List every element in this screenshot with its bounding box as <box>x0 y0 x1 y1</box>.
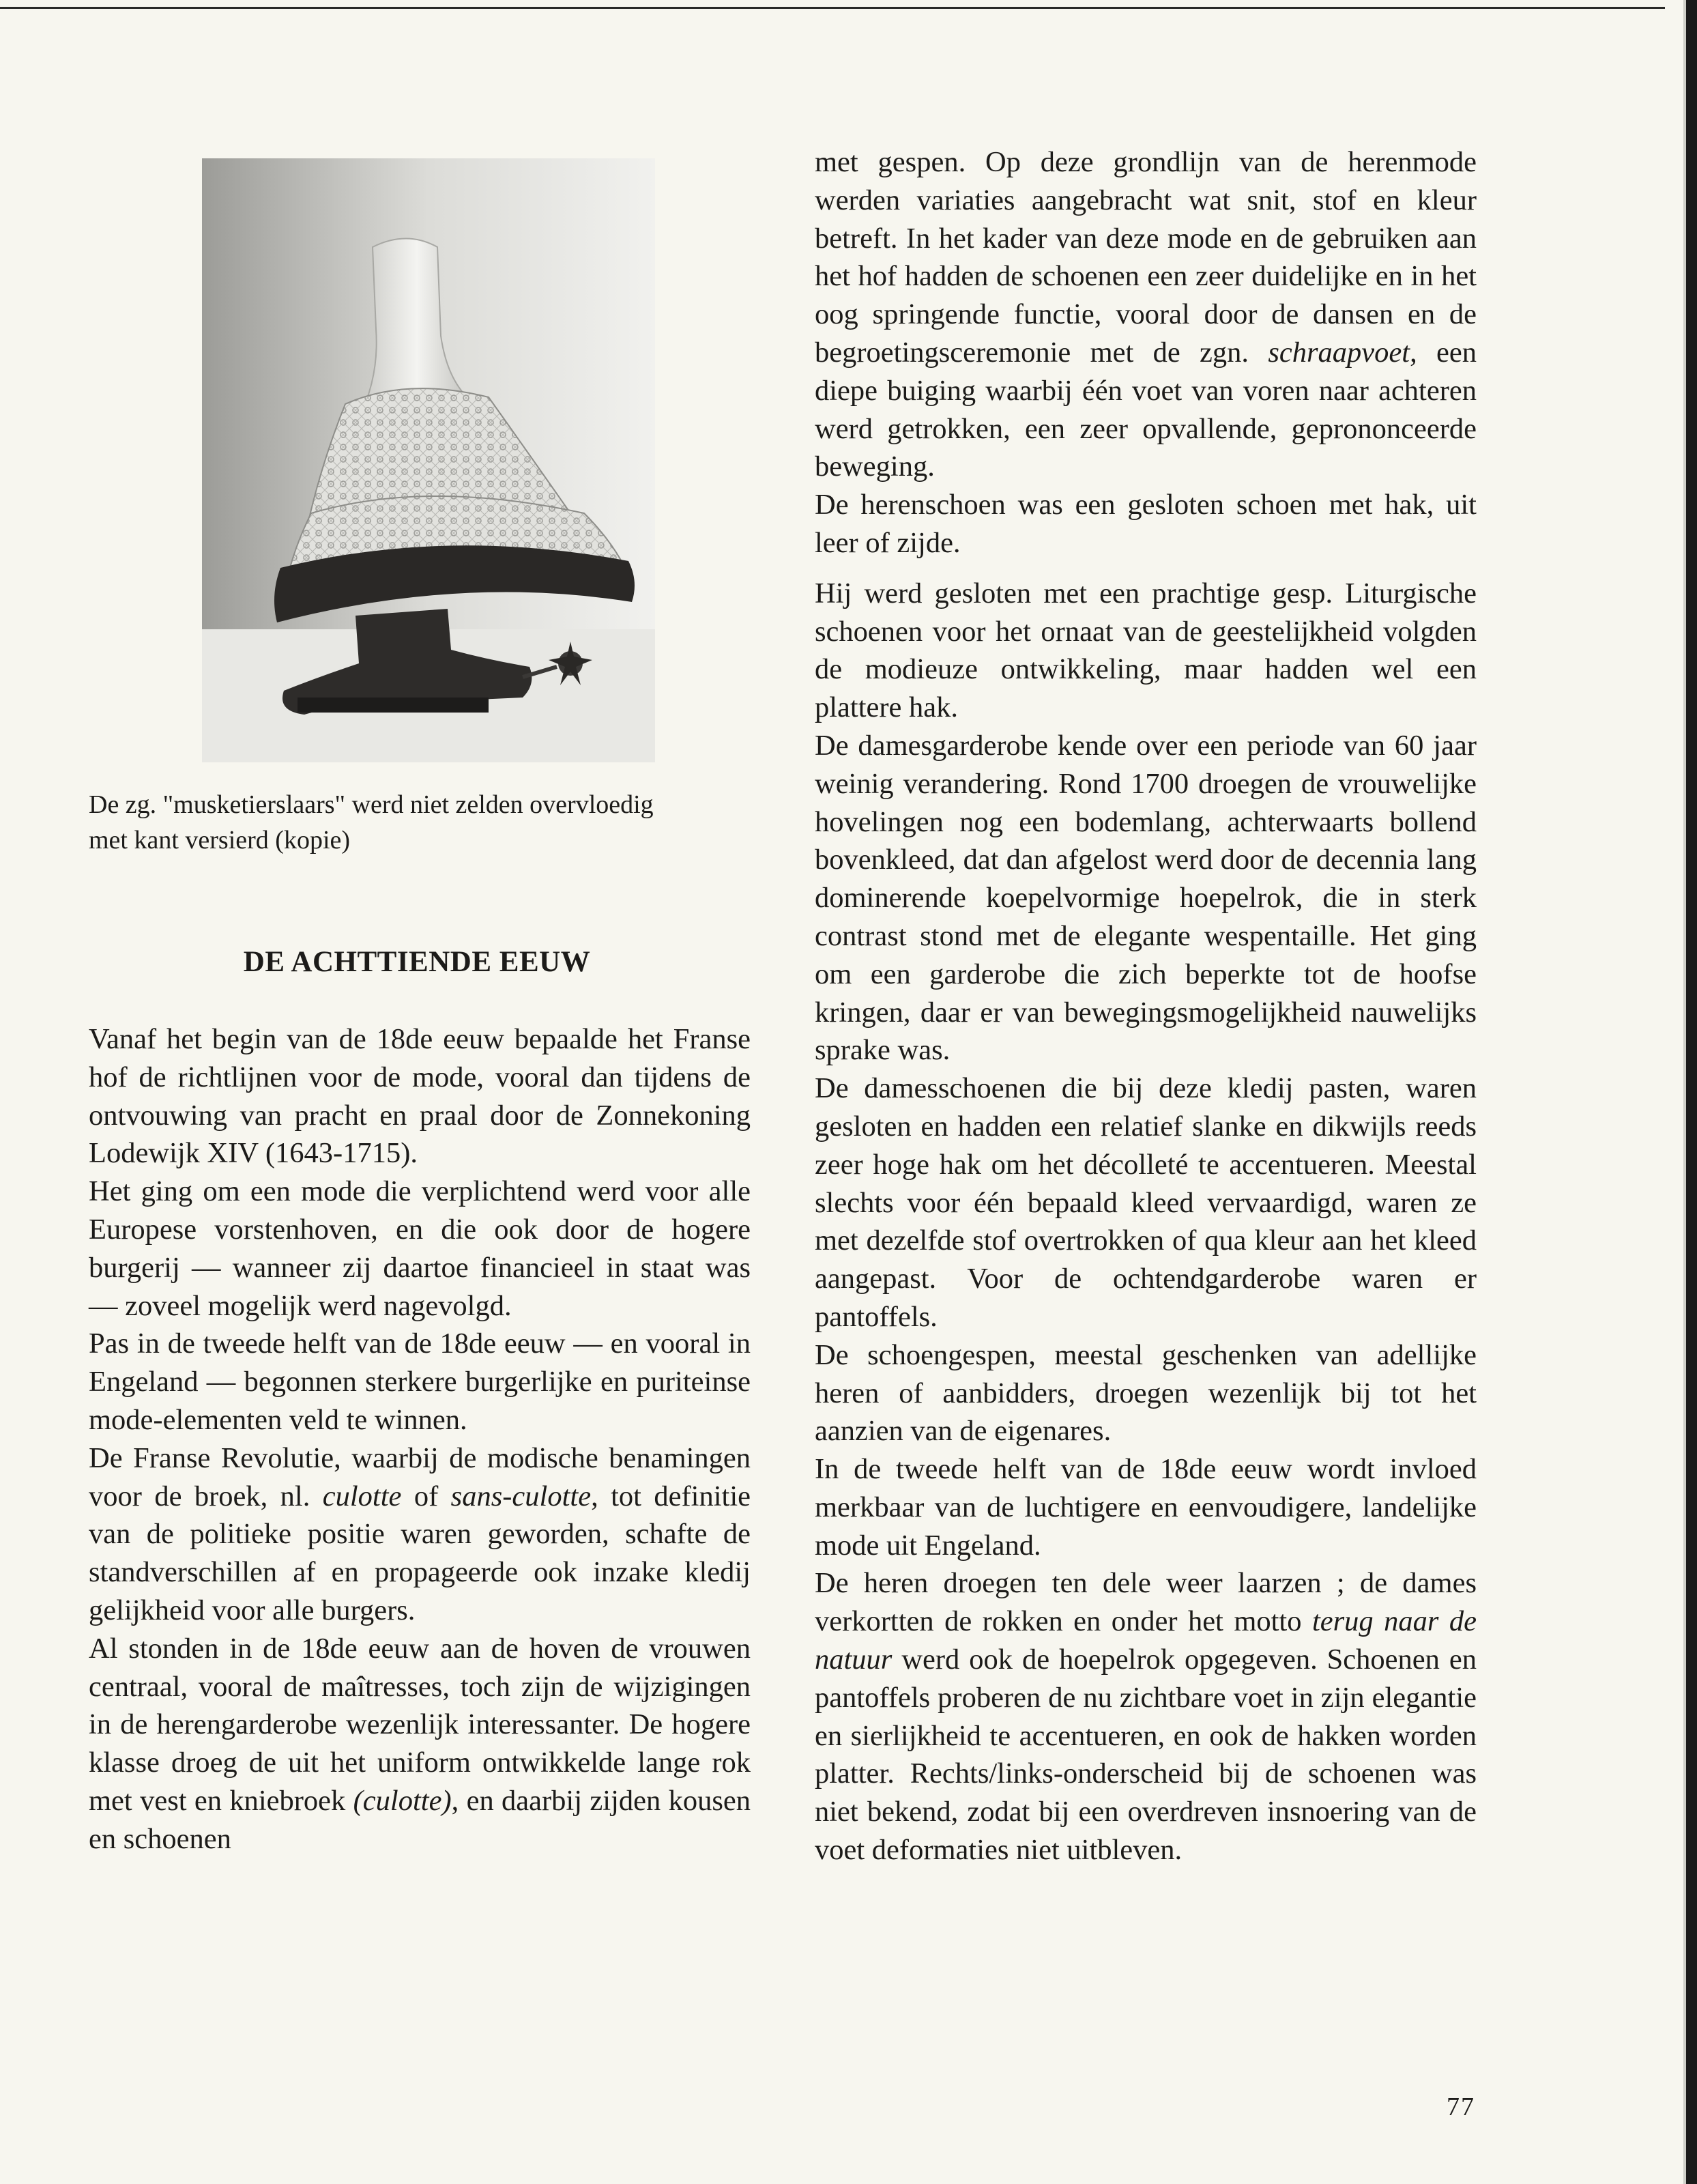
emphasis: schraapvoet <box>1268 336 1410 369</box>
paragraph: Vanaf het begin van de 18de eeuw bepaalde het Franse hof de richtlijnen voor de mode, vooral dan tijdens de ontvouwing van pracht en praal door de Zonnekoning Lodewijk XIV (1643-1715). <box>89 1023 751 1170</box>
text-run: Al stonden in de 18de eeuw aan de hoven de vrouwen centraal, vooral de maîtresses, toch zijn de wijzigingen in de herengarderobe wezenlijk interessanter. De hogere klasse droeg de uit het uniform ontwikkelde lange rok met vest en kniebroek <box>89 1632 751 1817</box>
emphasis: terug naar de natuur <box>815 1605 1477 1676</box>
paragraph <box>815 143 1477 486</box>
paragraph: De schoengespen, meestal geschenken van adellijke heren of aanbidders, droegen wezenlijk bij tot het aanzien van de eigenares. <box>815 1338 1477 1448</box>
paragraph: In de tweede helft van de 18de eeuw wordt invloed merkbaar van de luchtigere en eenvoudigere, landelijke mode uit Engeland. <box>815 1453 1477 1562</box>
page-number: 77 <box>1447 2093 1475 2121</box>
caption-line-2: met kant versierd (kopie) <box>89 826 351 854</box>
page-edge <box>1686 0 1697 2184</box>
text-run: met gespen. Op deze grondlijn van de herenmode werden variaties aangebracht wat snit, stof en kleur betreft. In het kader van deze mode en de gebruiken aan het hof hadden de schoenen een zeer duidelijke en in het oog springende functie, vooral door de dansen en de begroetingsceremonie met de zgn. <box>815 146 1477 369</box>
text-run: , tot definitie van de politieke positie waren geworden, schafte de standverschillen af en propageerde ook inzake kledij gelijkheid voor alle burgers. <box>89 1480 751 1626</box>
photo-caption <box>89 787 745 858</box>
paragraph <box>89 1439 751 1630</box>
musketeer-boot-photo <box>202 158 655 762</box>
caption-line-1: De zg. "musketierslaars" werd niet zelden overvloedig <box>89 790 654 819</box>
left-column <box>89 1020 751 1858</box>
paragraph <box>815 1564 1477 1869</box>
paragraph: De damesgarderobe kende over een periode van 60 jaar weinig verandering. Rond 1700 droegen de vrouwelijke hovelingen nog een bodemlang, achterwaarts bollend bovenkleed, dat dan afgelost werd door de decennia lang dominerende koepelvormige hoepelrok, die in sterk contrast stond met de elegante wespentaille. Het ging om een garderobe die zich beperkte tot de hoofse kringen, daar er van bewegingsmogelijkheid nauwelijks sprake was. <box>815 729 1477 1067</box>
boot-illustration <box>202 158 655 762</box>
section-heading: DE ACHTTIENDE EEUW <box>243 946 591 978</box>
text-run: , en daarbij zijden kousen en schoenen <box>89 1784 751 1855</box>
text-run: , een diepe buiging waarbij één voet van voren naar achteren werd getrokken, een zeer opvallende, geprononceerde beweging. <box>815 336 1477 483</box>
text-run: werd ook de hoepelrok opgegeven. Schoenen en pantoffels proberen de nu zichtbare voet in zijn elegantie en sierlijkheid te accentueren, en ook de hakken worden platter. Rechts/links-onderscheid bij de schoenen was niet bekend, zodat bij een overdreven insnoering van de voet deformaties niet uitbleven. <box>815 1643 1477 1867</box>
emphasis: culotte <box>322 1480 402 1512</box>
emphasis: (culotte) <box>353 1784 452 1817</box>
emphasis: sans-culotte <box>450 1480 592 1512</box>
paragraph: De herenschoen was een gesloten schoen met hak, uit leer of zijde. <box>815 489 1477 559</box>
right-column <box>815 143 1477 1869</box>
paragraph: Het ging om een mode die verplichtend werd voor alle Europese vorstenhoven, en die ook door de hogere burgerij — wanneer zij daartoe financieel in staat was — zoveel mogelijk werd nagevolgd. <box>89 1175 751 1322</box>
text-run: of <box>401 1480 451 1512</box>
paragraph <box>89 1630 751 1858</box>
top-rule <box>0 7 1665 9</box>
paragraph: Pas in de tweede helft van de 18de eeuw — en vooral in Engeland — begonnen sterkere burgerlijke en puriteinse mode-elementen veld te winnen. <box>89 1327 751 1436</box>
text-run: De heren droegen ten dele weer laarzen ; de dames verkortten de rokken en onder het motto <box>815 1567 1477 1638</box>
paragraph: Hij werd gesloten met een prachtige gesp. Liturgische schoenen voor het ornaat van de geestelijkheid volgden de modieuze ontwikkeling, maar hadden wel een plattere hak. <box>815 577 1477 724</box>
text-run: De Franse Revolutie, waarbij de modische benamingen voor de broek, nl. <box>89 1441 751 1512</box>
paragraph: De damesschoenen die bij deze kledij pasten, waren gesloten en hadden een relatief slanke en dikwijls reeds zeer hoge hak om het décolleté te accentueren. Meestal slechts voor één bepaald kleed vervaardigd, waren ze met dezelfde stof overtrokken of qua kleur aan het kleed aangepast. Voor de ochtendgarderobe waren er pantoffels. <box>815 1072 1477 1333</box>
